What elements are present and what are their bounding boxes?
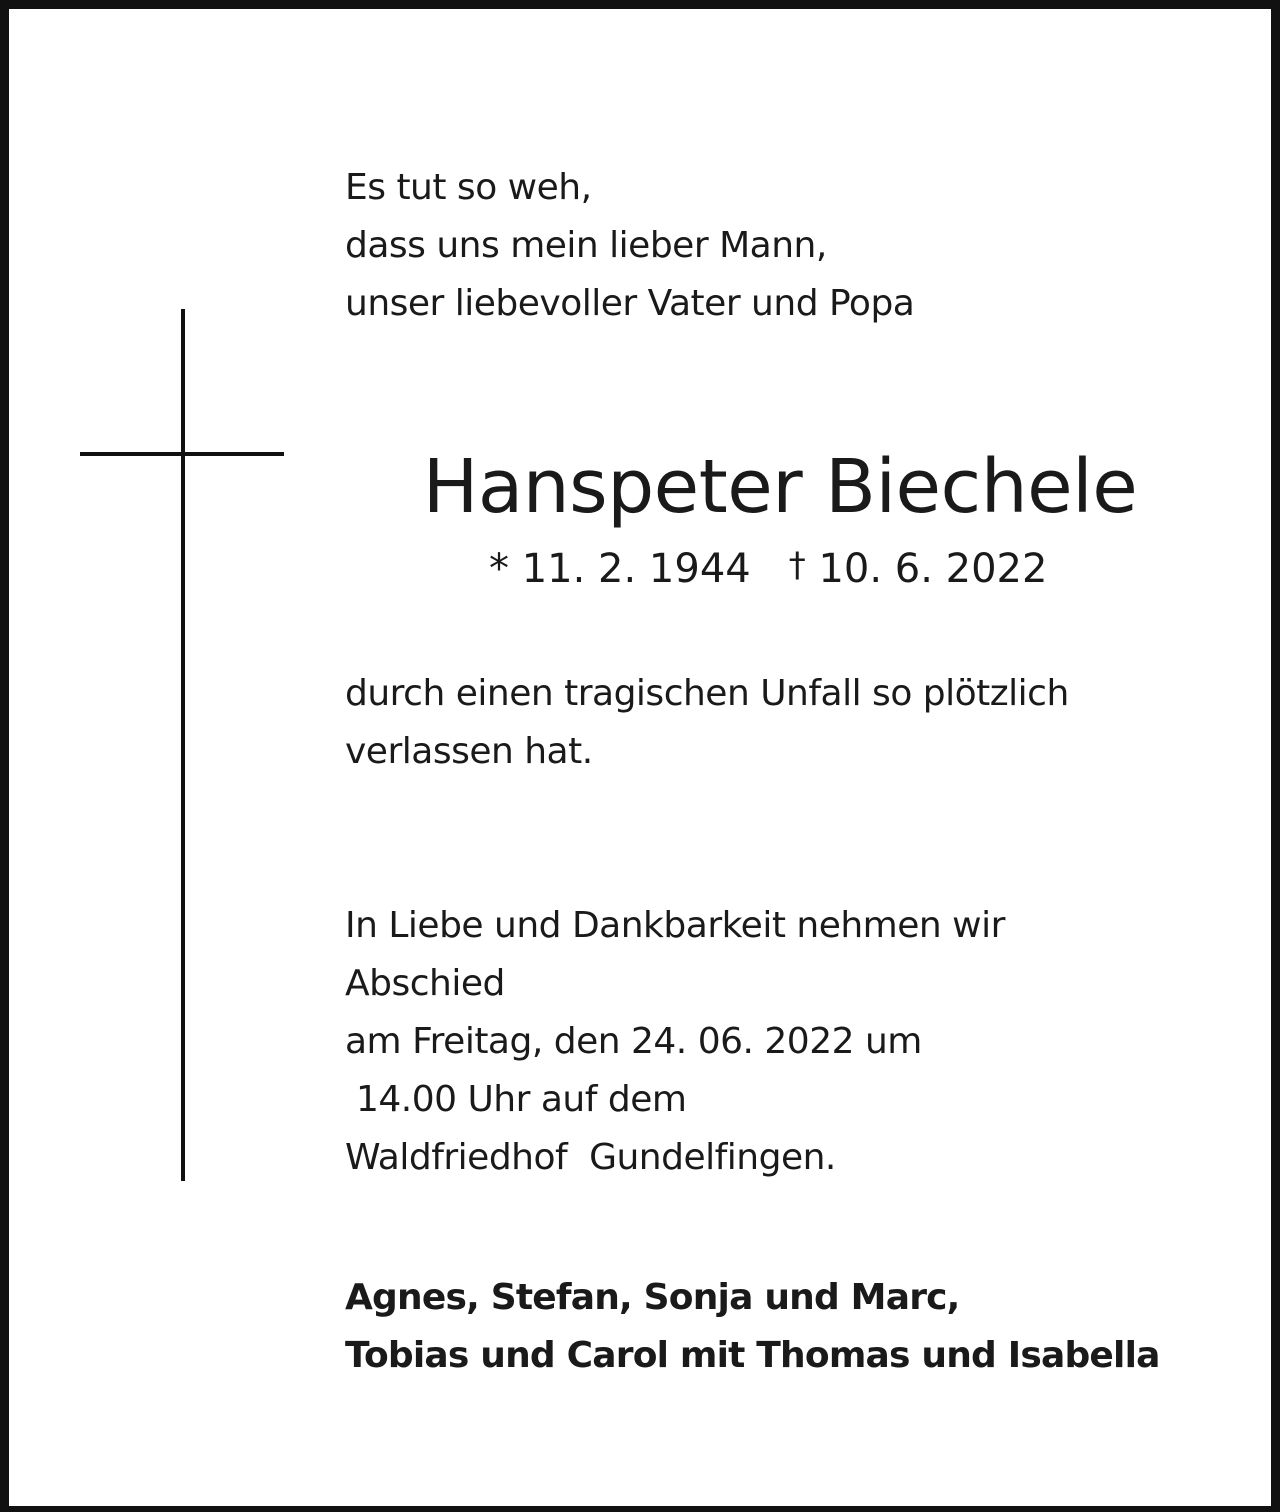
middle-line: verlassen hat. [345, 731, 593, 772]
farewell-line: am Freitag, den 24. 06. 2022 um [345, 1021, 922, 1062]
life-dates [489, 541, 1047, 599]
farewell-line: 14.00 Uhr auf dem [345, 1079, 687, 1120]
intro-line: dass uns mein lieber Mann, [345, 225, 827, 266]
birth-symbol: * [489, 546, 509, 592]
intro-line: Es tut so weh, [345, 167, 592, 208]
death-symbol: † [788, 545, 806, 585]
farewell-line: In Liebe und Dankbarkeit nehmen wir [345, 905, 1005, 946]
farewell-text [345, 897, 1225, 1187]
middle-line: durch einen tragischen Unfall so plötzlich [345, 673, 1069, 714]
family-signoff [345, 1269, 1225, 1385]
cross-horizontal-bar [80, 452, 284, 456]
farewell-line: Waldfriedhof Gundelfingen. [345, 1137, 836, 1178]
birth-date: 11. 2. 1944 [521, 546, 751, 592]
intro-line: unser liebevoller Vater und Popa [345, 283, 915, 324]
intro-text [345, 159, 1225, 333]
signoff-line: Tobias und Carol mit Thomas und Isabella [345, 1335, 1160, 1376]
death-date: 10. 6. 2022 [818, 546, 1048, 592]
deceased-name: Hanspeter Biechele [422, 444, 1138, 530]
farewell-line: Abschied [345, 963, 505, 1004]
cross-vertical-bar [181, 309, 185, 1181]
middle-text [345, 665, 1225, 781]
signoff-line: Agnes, Stefan, Sonja und Marc, [345, 1277, 960, 1318]
